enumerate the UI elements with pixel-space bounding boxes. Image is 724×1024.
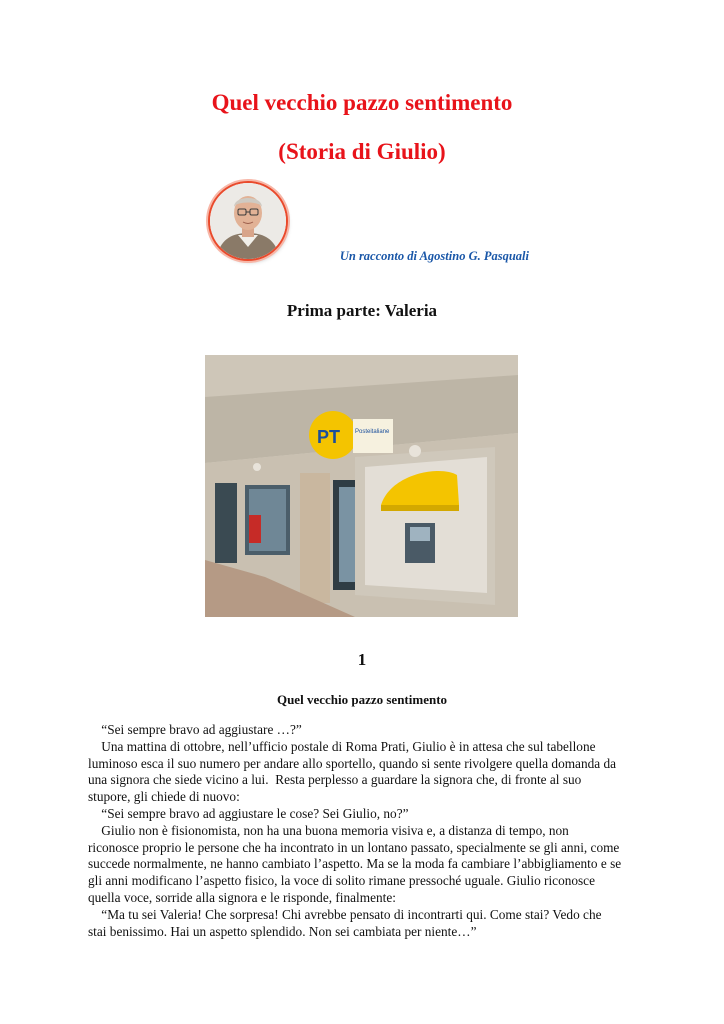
text-line: “Sei sempre bravo ad aggiustare …?” (88, 722, 302, 737)
story-text (88, 722, 650, 940)
text-line: luminoso esca il suo numero per andare allo sportello, quando si sente rivolgere quella domanda da (88, 755, 617, 771)
text-line: una signora che siede vicino a lui. Resta perplesso a guardare la signora che, di fronte al suo (88, 772, 582, 788)
part-heading: Prima parte: Valeria (286, 301, 438, 320)
chapter-number: 1 (357, 650, 367, 669)
text-line: stupore, gli chiede di nuovo: (88, 789, 240, 805)
text-line: “Sei sempre bravo ad aggiustare le cose? Sei Giulio, no?” (88, 805, 409, 821)
text-line: succede normalmente, ne hanno cambiato l’aspetto. Ma se la moda fa cambiare l’abbigliamento e se (88, 856, 622, 872)
poste-sign-text: Posteitaliane (355, 429, 390, 435)
text-line: Una mattina di ottobre, nell’ufficio postale di Roma Prati, Giulio è in attesa che sul tabellone (88, 738, 596, 754)
author-portrait (210, 183, 286, 259)
author-byline: Un racconto di Agostino G. Pasquali (339, 249, 529, 263)
text-line: gli anni modificano l’aspetto fisico, la voce di solito rimane pressoché uguale. Giulio riconosce (88, 873, 595, 889)
document-title: Quel vecchio pazzo sentimento (211, 90, 513, 115)
post-office-photo (205, 355, 518, 617)
text-line: riconosce proprio le persone che ha incontrato in un lontano passato, specialmente se gli anni, come (88, 839, 620, 855)
chapter-title: Quel vecchio pazzo sentimento (276, 692, 448, 707)
document-subtitle: (Storia di Giulio) (278, 139, 446, 164)
pt-logo-text: PT (317, 427, 341, 447)
text-line: quella voce, sorride alla signora e le risponde, finalmente: (88, 889, 396, 905)
text-line: Giulio non è fisionomista, non ha una buona memoria visiva e, a distanza di tempo, non (88, 822, 569, 838)
text-line: “Ma tu sei Valeria! Che sorpresa! Chi avrebbe pensato di incontrarti qui. Come stai? Vedo che (88, 906, 602, 922)
text-line: stai benissimo. Hai un aspetto splendido. Non sei cambiata per niente…” (88, 923, 477, 939)
